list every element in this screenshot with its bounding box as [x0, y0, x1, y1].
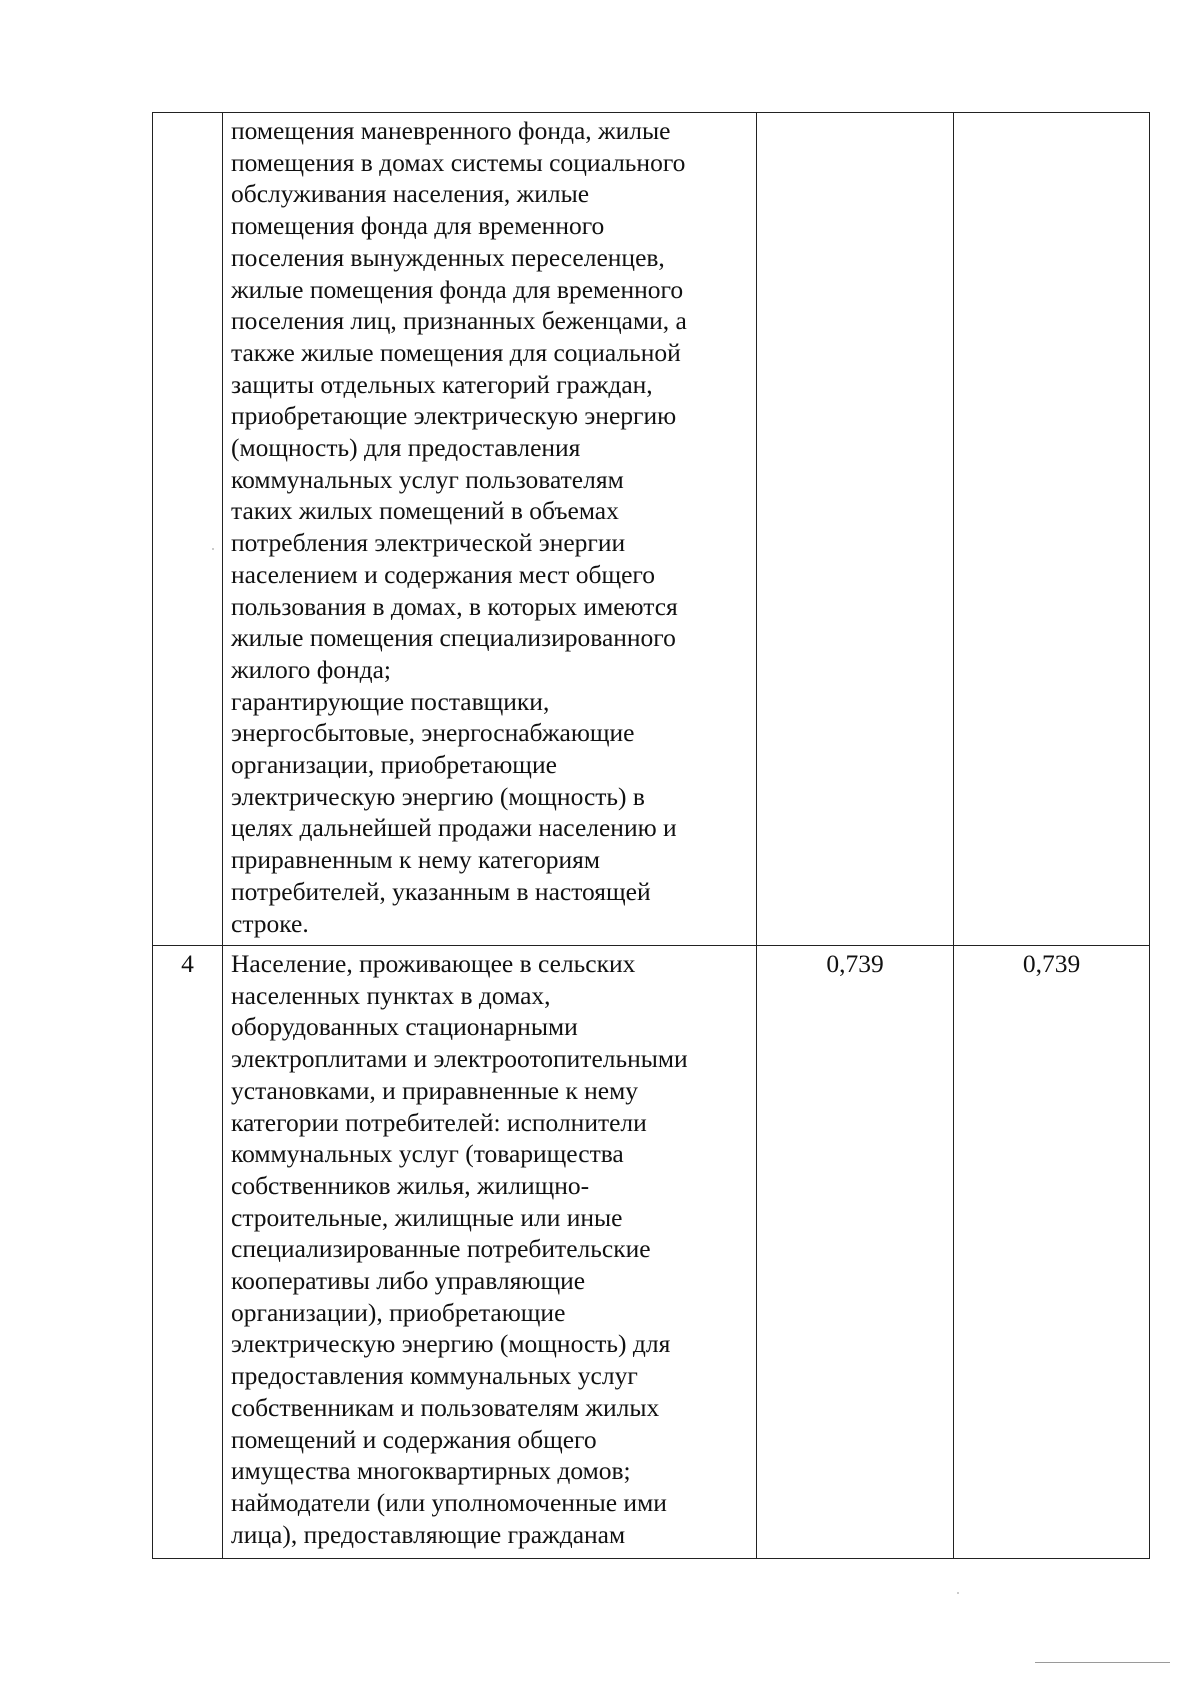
text-line: имущества многоквартирных домов;: [231, 1456, 631, 1486]
text-line: потребления электрической энергии: [231, 528, 626, 558]
text-line: строительные, жилищные или иные: [231, 1202, 623, 1232]
text-line: жилого фонда;: [231, 654, 391, 684]
text-line: приравненным к нему категориям: [231, 845, 601, 875]
text-line: электроплитами и электроотопительными: [231, 1044, 688, 1074]
description-cell: [223, 113, 757, 946]
text-line: оборудованных стационарными: [231, 1012, 578, 1042]
text-line: предоставления коммунальных услуг: [231, 1361, 638, 1391]
text-line: гарантирующие поставщики,: [231, 686, 550, 716]
text-line: обслуживания населения, жилые: [231, 179, 590, 209]
value-2: 0,739: [1022, 949, 1081, 978]
text-line: пользования в домах, в которых имеются: [231, 591, 678, 621]
text-line: электрическую энергию (мощность) для: [231, 1329, 671, 1359]
text-line: наймодатели (или уполномоченные ими: [231, 1487, 667, 1517]
text-line: специализированные потребительские: [231, 1234, 651, 1264]
row-number-cell: [153, 113, 223, 946]
scan-speck: [957, 1592, 959, 1594]
text-line: установками, и приравненные к нему: [231, 1075, 639, 1105]
value-1: [757, 113, 953, 115]
text-line: (мощность) для предоставления: [231, 433, 581, 463]
table-row: [153, 946, 1150, 1559]
text-line: коммунальных услуг пользователям: [231, 464, 624, 494]
footer-rule: [1035, 1662, 1170, 1663]
text-line: населенных пунктах в домах,: [231, 980, 551, 1010]
row-number: [153, 113, 222, 115]
text-line: организации, приобретающие: [231, 750, 557, 780]
text-line: помещения в домах системы социального: [231, 147, 686, 177]
text-line: потребителей, указанным в настоящей: [231, 876, 651, 906]
text-line: собственникам и пользователям жилых: [231, 1392, 660, 1422]
value-cell-2: [954, 113, 1150, 946]
text-line: жилые помещения фонда для временного: [231, 274, 684, 304]
value-cell-2: [954, 946, 1150, 1559]
table-row: [153, 113, 1150, 946]
text-line: таких жилых помещений в объемах: [231, 496, 619, 526]
text-line: помещения фонда для временного: [231, 211, 605, 241]
text-line: лица), предоставляющие гражданам: [231, 1519, 626, 1549]
text-line: помещений и содержания общего: [231, 1424, 597, 1454]
row-number: 4: [181, 949, 194, 978]
value-cell-1: [757, 113, 954, 946]
description-cell: [223, 946, 757, 1559]
text-line: Население, проживающее в сельских: [231, 949, 636, 978]
text-line: энергосбытовые, энергоснабжающие: [231, 718, 635, 748]
text-line: организации), приобретающие: [231, 1297, 566, 1327]
text-line: жилые помещения специализированного: [231, 623, 676, 653]
text-line: собственников жилья, жилищно-: [231, 1170, 590, 1200]
text-line: защиты отдельных категорий граждан,: [231, 369, 653, 399]
tariff-table: [152, 112, 1150, 1559]
value-cell-1: [757, 946, 954, 1559]
text-line: помещения маневренного фонда, жилые: [231, 116, 671, 145]
text-line: электрическую энергию (мощность) в: [231, 781, 645, 811]
text-line: коммунальных услуг (товарищества: [231, 1139, 624, 1169]
row-description: [223, 113, 756, 939]
text-line: целях дальнейшей продажи населению и: [231, 813, 677, 843]
text-line: категории потребителей: исполнители: [231, 1107, 647, 1137]
value-1: 0,739: [826, 949, 884, 978]
row-number-cell: [153, 946, 223, 1559]
text-line: также жилые помещения для социальной: [231, 337, 681, 367]
scan-speck: [212, 548, 214, 550]
value-2: [954, 113, 1149, 115]
text-line: строке.: [231, 908, 309, 938]
text-line: населением и содержания мест общего: [231, 559, 655, 589]
text-line: поселения лиц, признанных беженцами, а: [231, 306, 687, 336]
text-line: кооперативы либо управляющие: [231, 1266, 586, 1296]
row-description: [223, 946, 756, 1550]
text-line: приобретающие электрическую энергию: [231, 401, 677, 431]
text-line: поселения вынужденных переселенцев,: [231, 242, 665, 272]
